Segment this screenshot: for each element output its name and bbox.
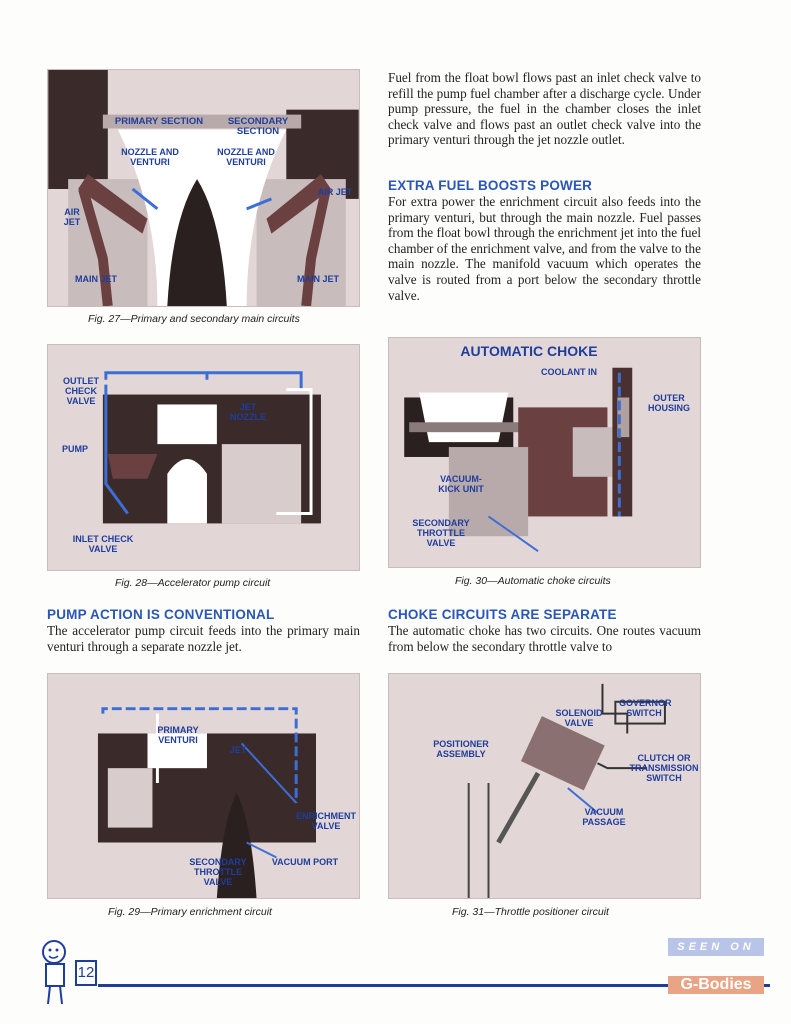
paragraph-pump-fuel: Fuel from the float bowl flows past an inlet check valve to refill the pump fuel chamber after a discharge cycle. Under pump pressure, the fuel in the chamber closes the inlet check valve and flows past an outlet check valve into the primary venturi through the jet nozzle outlet.: [388, 70, 701, 148]
fig28-label-outlet-check-valve: OUTLET CHECK VALVE: [63, 376, 99, 406]
fig28-label-pump: PUMP: [61, 444, 88, 454]
fig31-label-solenoid-valve: SOLENOID VALVE: [555, 708, 603, 728]
fig30-label-coolant-in: COOLANT IN: [541, 367, 597, 377]
paragraph-enrichment: For extra power the enrichment circuit also feeds into the primary venturi, but through the main nozzle. Fuel passes from the float bowl through the enrichment jet into the fuel chamber of the enrichment valve, and from the valve to the main nozzle. The manifold vacuum which operates the valve is routed from a port below the secondary throttle valve.: [388, 194, 701, 303]
fig27-label-air-jet-left: AIR JET: [63, 207, 81, 227]
fig27-label-nozzle-venturi-right: NOZZLE AND VENTURI: [217, 147, 275, 167]
figure-29: [47, 673, 360, 899]
fig30-label-outer-housing: OUTER HOUSING: [647, 393, 690, 413]
fig30-caption: Fig. 30—Automatic choke circuits: [455, 575, 611, 587]
heading-extra-fuel: EXTRA FUEL BOOSTS POWER: [388, 178, 593, 193]
fig27-label-secondary-section: SECONDARY SECTION: [227, 116, 289, 138]
fig29-caption: Fig. 29—Primary enrichment circuit: [108, 906, 272, 918]
figure-30: [388, 337, 701, 568]
paragraph-pump-action: The accelerator pump circuit feeds into the primary main venturi through a separate nozzle jet.: [47, 623, 360, 654]
figure-27: [47, 69, 360, 307]
heading-pump-action: PUMP ACTION IS CONVENTIONAL: [47, 607, 275, 622]
fig30-label-title: AUTOMATIC CHOKE: [460, 343, 598, 359]
fig31-label-positioner-assembly: POSITIONER ASSEMBLY: [433, 739, 489, 759]
fig29-label-vacuum-port: VACUUM PORT: [271, 857, 339, 867]
fig27-label-primary-section: PRIMARY SECTION: [114, 116, 204, 127]
figure-28: [47, 344, 360, 571]
fig29-label-primary-venturi: PRIMARY VENTURI: [157, 725, 199, 745]
fig31-label-governor-switch: GOVERNOR SWITCH: [619, 698, 672, 718]
page-number: 12: [75, 960, 97, 986]
fig28-label-jet-nozzle: JET NOZZLE: [230, 402, 266, 422]
fig30-label-secondary-throttle-valve: SECONDARY THROTTLE VALVE: [412, 518, 470, 548]
badge-bottom-text: G-Bodies: [668, 976, 764, 994]
fig27-label-main-jet-left: MAIN JET: [74, 274, 117, 284]
heading-choke-circuits: CHOKE CIRCUITS ARE SEPARATE: [388, 607, 617, 622]
figure-31: [388, 673, 701, 899]
mascot-icon: [36, 938, 76, 1008]
fig27-label-nozzle-venturi-left: NOZZLE AND VENTURI: [121, 147, 179, 167]
fig27-caption: Fig. 27—Primary and secondary main circuits: [88, 313, 300, 325]
seen-on-badge[interactable]: [668, 938, 764, 994]
paragraph-choke-circuits: The automatic choke has two circuits. One routes vacuum from below the secondary throttle valve to: [388, 623, 701, 654]
fig29-label-jet: JET: [229, 745, 247, 755]
fig29-label-secondary-throttle-valve: SECONDARY THROTTLE VALVE: [189, 857, 247, 887]
badge-top-text: SEEN ON: [668, 938, 764, 956]
fig31-label-clutch-or-transmission-switch: CLUTCH OR TRANSMISSION SWITCH: [629, 753, 699, 783]
fig28-label-inlet-check-valve: INLET CHECK VALVE: [72, 534, 134, 554]
fig27-label-main-jet-right: MAIN JET: [296, 274, 339, 284]
fig31-caption: Fig. 31—Throttle positioner circuit: [452, 906, 609, 918]
fig27-label-air-jet-right: AIR JET: [317, 187, 353, 197]
fig30-label-vacuum-kick-unit: VACUUM-KICK UNIT: [438, 474, 484, 494]
fig31-label-vacuum-passage: VACUUM PASSAGE: [582, 807, 626, 827]
fig29-label-enrichment-valve: ENRICHMENT VALVE: [296, 811, 356, 831]
fig28-caption: Fig. 28—Accelerator pump circuit: [115, 577, 271, 589]
